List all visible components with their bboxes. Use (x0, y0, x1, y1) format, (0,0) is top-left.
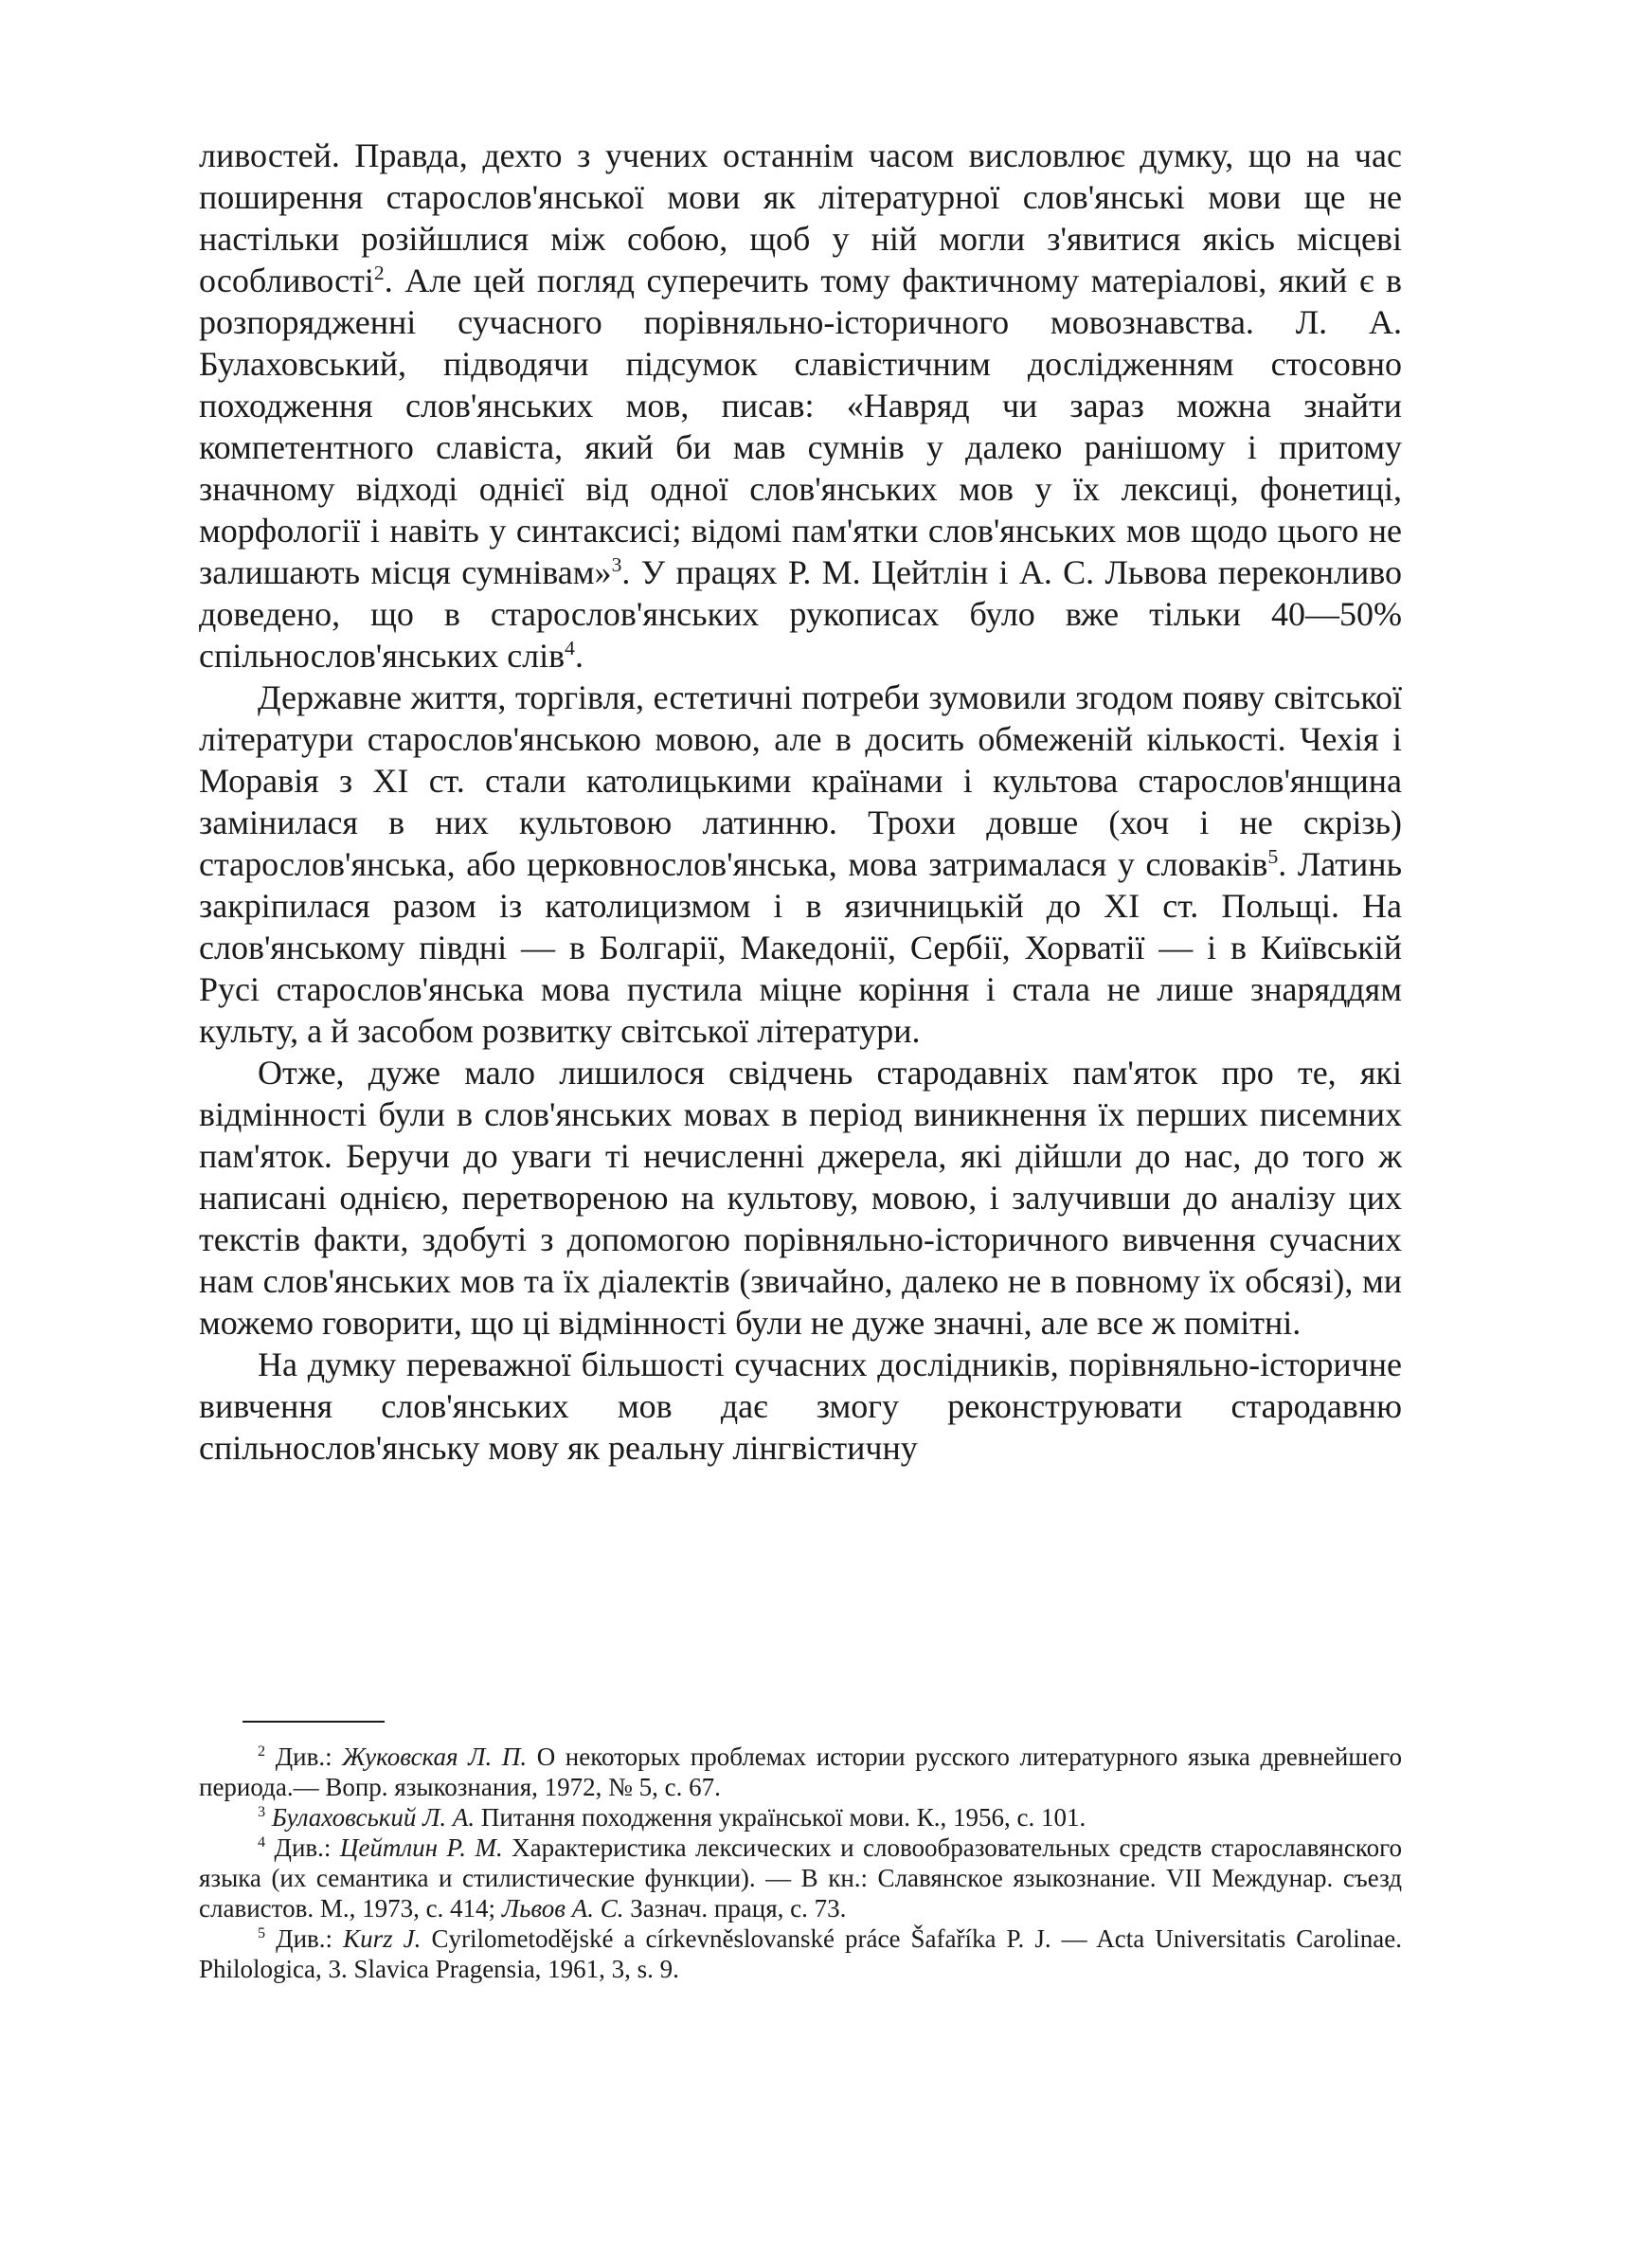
text-run: . Але цей погляд суперечить тому фактичному матеріалові, який є в розпорядженні сучасного порівняльно-історичного мовознавства. Л. А. Булаховський, підводячи підсумок славістичним дослідженням стосовно походження слов'янських мов, писав: «Навряд чи зараз можна знайти компетентного славіста, який би мав сумнів у далеко ранішому і притому значному відході однієї від одної слов'янських мов у їх лексиці, фонетиці, морфології і навіть у синтаксисі; відомі пам'ятки слов'янських мов щодо цього не залишають місця сумнівам» (199, 262, 1402, 591)
paragraph-2 (199, 677, 1402, 1052)
footnotes (199, 1742, 1402, 1984)
text-run: Див.: (265, 1833, 340, 1862)
text-run: Отже, дуже мало лишилося свідчень стародавніх пам'яток про те, які відмінності були в слов'янських мовах в період виникнення їх перших писемних пам'яток. Беручи до уваги ті нечисленні джерела, які дійшли до нас, до того ж написані однією, перетвореною на культову, мовою, і залучивши до аналізу цих текстів факти, здобуті з допомогою порівняльно-історичного вивчення сучасних нам слов'янських мов та їх діалектів (звичайно, далеко не в повному їх обсязі), ми можемо говорити, що ці відмінності були не дуже значні, але все ж помітні. (199, 1054, 1402, 1342)
footnote-marker: 3 (611, 553, 622, 576)
paragraph-3 (199, 1052, 1402, 1344)
author-name: Цейтлин Р. М. (339, 1833, 503, 1862)
text-run: О некоторых проблемах истории русского литературного языка древнейшего периода.— Вопр. языкознания, 1972, № 5, с. 67. (199, 1742, 1403, 1801)
footnote-marker: 2 (373, 262, 385, 284)
paragraph-1 (199, 135, 1402, 677)
main-text (199, 135, 1402, 1469)
text-run (265, 1803, 272, 1832)
text-run: . У працях Р. М. Цейтлін і А. С. Львова переконливо доведено, що в старослов'янських рукописах було вже тільки 40—50% спільнослов'янських слів (199, 553, 1402, 675)
footnote-separator (242, 1721, 385, 1723)
author-name: Булаховський Л. А. (271, 1803, 476, 1832)
footnote-marker: 5 (1267, 845, 1279, 868)
text-run: Cyrilometodějské a církevněslovanské práce Šafaříka P. J. — Acta Universitatis Carolinae. Philologica, 3. Slavica Pragensia, 1961, 3, s. 9. (199, 1924, 1402, 1983)
text-run: Характеристика лексических и словообразовательных средств старославянского языка (их семантика и стилистические функции). — В кн.: Славянское языкознание. VII Междунар. съезд славистов. М., 1973, с. 414; (199, 1833, 1402, 1923)
text-run: Зазнач. праця, с. 73. (623, 1894, 847, 1923)
footnote-1 (199, 1742, 1402, 1802)
footnote-marker: 2 (258, 1742, 266, 1760)
author-name: Kurz J. (343, 1924, 422, 1953)
paragraph-4 (199, 1344, 1402, 1469)
footnote-4 (199, 1923, 1402, 1984)
footnote-2 (199, 1802, 1402, 1833)
footnote-marker: 5 (258, 1924, 266, 1941)
text-run: . (574, 637, 584, 675)
text-run: ливостей. Правда, дехто з учених останнім часом висловлює думку, що на час поширення старослов'янської мови як літературної слов'янські мови ще не настільки розійшлися між собою, щоб у ній могли з'явитися якісь місцеві особливості (199, 136, 1402, 299)
author-name: Львов А. С. (501, 1894, 624, 1923)
text-run: Питання походження української мови. К., 1956, с. 101. (475, 1803, 1086, 1832)
text-run: Державне життя, торгівля, естетичні потреби зумовили згодом появу світської літератури старослов'янською мовою, але в досить обмеженій кількості. Чехія і Моравія з XI ст. стали католицькими країнами і культова старослов'янщина замінилася в них культовою латинню. Трохи довше (хоч і не скрізь) старослов'янська, або церковнослов'янська, мова затрималася у словаків (199, 678, 1402, 883)
text-run: Див.: (265, 1742, 343, 1771)
author-name: Жуковская Л. П. (342, 1742, 528, 1771)
footnote-3 (199, 1833, 1402, 1923)
text-run: На думку переважної більшості сучасних дослідників, порівняльно-історичне вивчення слов'янських мов дає змогу реконструювати стародавню спільнослов'янську мову як реальну лінгвістичну (199, 1345, 1402, 1467)
text-run: . Латинь закріпилася разом із католицизмом і в язичницькій до XI ст. Польщі. На слов'янському півдні — в Болгарії, Македонії, Сербії, Хорватії — і в Київській Русі старослов'янська мова пустила міцне коріння і стала не лише знаряддям культу, а й засобом розвитку світської літератури. (199, 845, 1402, 1050)
text-run: Див.: (265, 1924, 344, 1953)
footnote-marker: 4 (565, 637, 575, 659)
footnote-marker: 3 (258, 1803, 266, 1820)
footnote-marker: 4 (258, 1833, 266, 1851)
